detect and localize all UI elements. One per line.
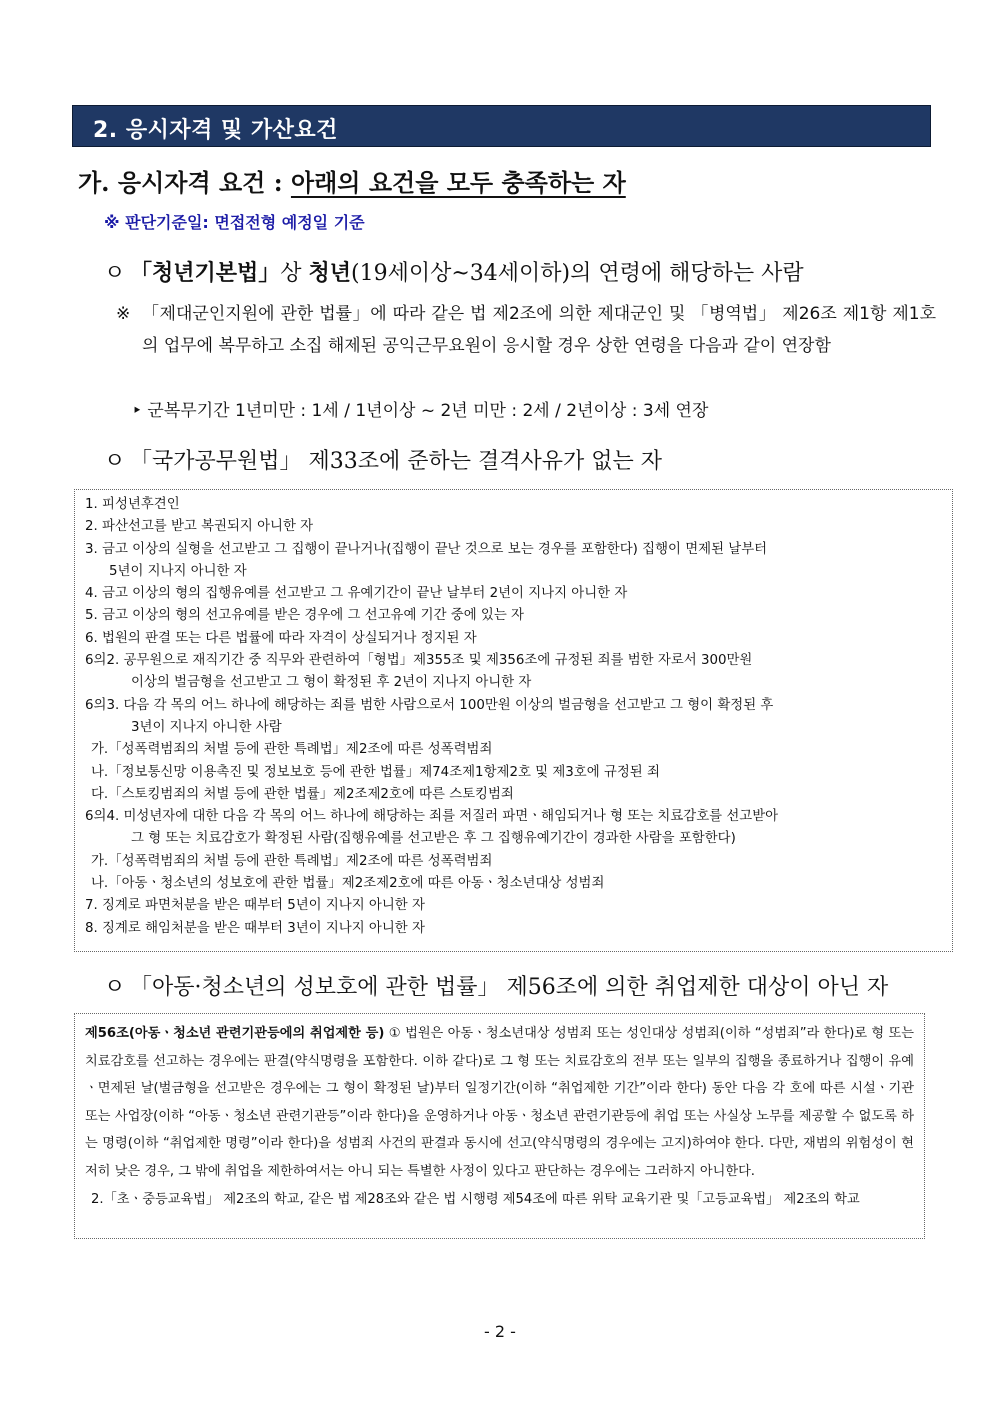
list-item: 6의2. 공무원으로 재직기간 중 직무와 관련하여「형법」제355조 및 제356조에 규정된 죄를 범한 자로서 300만원 (85, 653, 753, 669)
disqualification-list-box (74, 489, 953, 952)
subsection-title (78, 163, 626, 198)
bullet-bold-youth: 청년 (308, 260, 352, 286)
section-header-bar (72, 105, 931, 147)
bullet-disqualification (104, 444, 662, 475)
bullet-youth-age (104, 256, 804, 287)
list-subitem: 다.「스토킹범죄의 처벌 등에 관한 법률」제2조제2호에 따른 스토킹범죄 (91, 786, 514, 802)
list-subitem: 가.「성폭력범죄의 처벌 등에 관한 특례법」제2조에 따른 성폭력범죄 (91, 742, 493, 758)
bullet-mid: 상 (280, 261, 309, 286)
list-item: 6의4. 미성년자에 대한 다음 각 목의 어느 하나에 해당하는 죄를 저질러 파면ㆍ해임되거나 형 또는 치료감호를 선고받아 (85, 809, 779, 825)
list-item-continuation: 이상의 벌금형을 선고받고 그 형이 확정된 후 2년이 지나지 아니한 자 (131, 675, 532, 691)
page-number: - 2 - (484, 1322, 516, 1341)
list-item: 6. 법원의 판결 또는 다른 법률에 따라 자격이 상실되거나 정지된 자 (85, 630, 477, 646)
article56-item-2: 2.「초ㆍ중등교육법」 제2조의 학교, 같은 법 제28조와 같은 법 시행령 제54조에 따른 위탁 교육기관 및「고등교육법」 제2조의 학교 (91, 1191, 860, 1207)
list-item-continuation: 그 형 또는 치료감호가 확정된 사람(집행유예를 선고받은 후 그 집행유예기간이 경과한 사람을 포함한다) (131, 831, 736, 847)
note-text: 「제대군인지원에 관한 법률」에 따라 같은 법 제2조에 의한 제대군인 및 「병역법」 제26조 제1항 제1호의 업무에 복무하고 소집 해제된 공익근무요원이 응시할 경우 상한 연령을 다음과 같이 연장함 (142, 304, 936, 356)
bullet-marker: ㅇ (104, 261, 126, 286)
bullet-marker: ㅇ (104, 449, 126, 474)
service-period-extension: ‣ 군복무기간 1년미만 : 1세 / 1년이상 ~ 2년 미만 : 2세 / 2년이상 : 3세 연장 (132, 401, 709, 421)
list-subitem: 가.「성폭력범죄의 처벌 등에 관한 특례법」제2조에 따른 성폭력범죄 (91, 853, 493, 869)
list-item: 5. 금고 이상의 형의 선고유예를 받은 경우에 그 선고유예 기간 중에 있는 자 (85, 608, 524, 624)
bullet-text: 「아동·청소년의 성보호에 관한 법률」 제56조에 의한 취업제한 대상이 아닌 자 (130, 975, 889, 1000)
veteran-extension-note (116, 298, 936, 362)
list-subitem: 나.「아동ㆍ청소년의 성보호에 관한 법률」제2조제2호에 따른 아동ㆍ청소년대상 성범죄 (91, 876, 605, 892)
subsection-title-underlined: 아래의 요건을 모두 충족하는 자 (290, 168, 626, 197)
list-item: 2. 파산선고를 받고 복권되지 아니한 자 (85, 519, 314, 535)
bullet-law-name: 「청년기본법」 (130, 260, 281, 286)
note-mark: ※ (116, 304, 131, 324)
list-item: 1. 피성년후견인 (85, 497, 180, 512)
list-item: 7. 징계로 파면처분을 받은 때부터 5년이 지나지 아니한 자 (85, 898, 425, 914)
bullet-employment-restriction (104, 970, 888, 1001)
bullet-text: 「국가공무원법」 제33조에 준하는 결격사유가 없는 자 (130, 449, 663, 474)
article56-body: ① 법원은 아동ㆍ청소년대상 성범죄 또는 성인대상 성범죄(이하 “성범죄”라 한다)로 형 또는 치료감호를 선고하는 경우에는 판결(약식명령을 포함한다. 이하 같다)로 그 형 또는 치료감호의 전부 또는 일부의 집행을 종료하거나 집행이 유예ㆍ면제된 날(벌금형을 선고받은 경우에는 그 형이 확정된 날)부터 일정기간(이하 “취업제한 기간”이라 한다) 동안 다음 각 호에 따른 시설ㆍ기관 또는 사업장(이하 “아동ㆍ청소년 관련기관등”이라 한다)을 운영하거나 아동ㆍ청소년 관련기관등에 취업 또는 사실상 노무를 제공할 수 없도록 하는 명령(이하 “취업제한 명령”이라 한다)을 성범죄 사건의 판결과 동시에 선고(약식명령의 경우에는 고지)하여야 한다. 다만, 재범의 위험성이 현저히 낮은 경우, 그 밖에 취업을 제한하여서는 아니 되는 특별한 사정이 있다고 판단하는 경우에는 그러하지 아니한다. (85, 1026, 914, 1179)
list-item: 3. 금고 이상의 실형을 선고받고 그 집행이 끝나거나(집행이 끝난 것으로 보는 경우를 포함한다) 집행이 면제된 날부터 (85, 541, 768, 557)
list-item-continuation: 3년이 지나지 아니한 사람 (131, 719, 282, 735)
article56-paragraph (85, 1020, 914, 1186)
list-item-continuation: 5년이 지나지 아니한 자 (109, 563, 247, 579)
bullet-marker: ㅇ (104, 975, 126, 1000)
section-header-title: 2. 응시자격 및 가산요건 (93, 118, 338, 143)
subsection-title-prefix: 가. 응시자격 요건 : (78, 168, 291, 197)
article56-heading: 제56조(아동ㆍ청소년 관련기관등에의 취업제한 등) (85, 1026, 385, 1041)
list-item: 4. 금고 이상의 형의 집행유예를 선고받고 그 유예기간이 끝난 날부터 2년이 지나지 아니한 자 (85, 586, 628, 602)
article56-box (74, 1013, 925, 1239)
list-item: 8. 징계로 해임처분을 받은 때부터 3년이 지나지 아니한 자 (85, 920, 425, 936)
list-subitem: 나.「정보통신망 이용촉진 및 정보보호 등에 관한 법률」제74조제1항제2호 및 제3호에 규정된 죄 (91, 764, 660, 780)
bullet-rest: (19세이상~34세이하)의 연령에 해당하는 사람 (351, 261, 804, 286)
list-item: 6의3. 다음 각 목의 어느 하나에 해당하는 죄를 범한 사람으로서 100만원 이상의 벌금형을 선고받고 그 형이 확정된 후 (85, 697, 774, 713)
criteria-note: ※ 판단기준일: 면접전형 예정일 기준 (104, 213, 365, 232)
